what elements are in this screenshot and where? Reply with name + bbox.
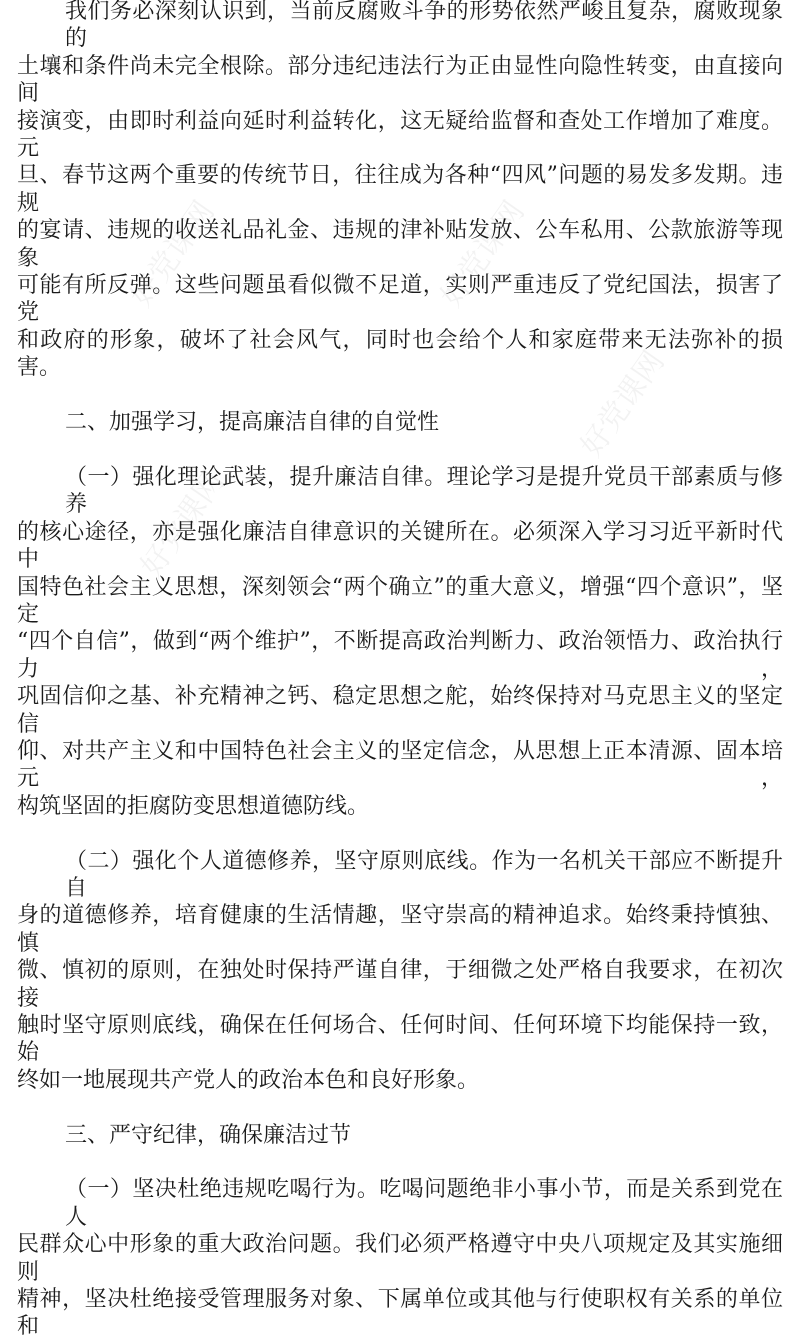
paragraph-spacer [17,436,783,463]
text-line: 我们务必深刻认识到，当前反腐败斗争的形势依然严峻且复杂，腐败现象的 [65,0,783,52]
text-line: 的宴请、违规的收送礼品礼金、违规的津补贴发放、公车私用、公款旅游等现象 [17,218,783,271]
text-line: 的核心途径，亦是强化廉洁自律意识的关键所在。必须深入学习习近平新时代中 [17,519,783,573]
text-line: 终如一地展现共产党人的政治本色和良好形象。 [17,1067,480,1093]
paragraph [17,0,783,382]
paragraph [17,848,783,1095]
text-line: 仰、对共产主义和中国特色社会主义的坚定信念，从思想上正本清源、固本培元， [17,738,783,792]
text-line: 微、慎初的原则，在独处时保持严谨自律，于细微之处严格自我要求，在初次接 [17,958,783,1011]
section-heading [17,409,783,436]
text-line: “四个自信”，做到“两个维护”，不断提高政治判断力、政治领悟力、政治执行力， [17,629,783,682]
watermark: 好党课网 [134,464,232,584]
text-line: （一）坚决杜绝违规吃喝行为。吃喝问题绝非小事小节，而是关系到党在人 [65,1177,783,1230]
text-line: （一）强化理论武装，提升廉洁自律。理论学习是提升党员干部素质与修养 [65,464,783,518]
paragraph-spacer [17,1094,783,1121]
text-line: 和政府的形象，破坏了社会风气，同时也会给个人和家庭带来无法弥补的损害。 [17,327,783,381]
text-line: 旦、春节这两个重要的传统节日，往往成为各种“四风”问题的易发多发期。违规 [17,163,783,216]
paragraph [17,1176,783,1340]
text-line: 二、加强学习，提高廉洁自律的自觉性 [65,410,440,436]
text-line: 身的道德修养，培育健康的生活情趣，坚守崇高的精神追求。始终秉持慎独、慎 [17,903,783,956]
paragraph-spacer [17,1149,783,1176]
text-line: 可能有所反弹。这些问题虽看似微不足道，实则严重违反了党纪国法，损害了党 [17,273,783,326]
text-line: 精神，坚决杜绝接受管理服务对象、下属单位或其他与行使职权有关系的单位和 [17,1287,783,1340]
text-line: 巩固信仰之基、补充精神之钙、稳定思想之舵，始终保持对马克思主义的坚定信 [17,684,783,737]
watermark: 好党课网 [434,194,532,314]
paragraph-spacer [17,382,783,409]
paragraph [17,464,783,820]
text-line: 构筑坚固的拒腐防变思想道德防线。 [17,793,370,819]
text-line: 民群众心中形象的重大政治问题。我们必须严格遵守中央八项规定及其实施细则 [17,1232,783,1285]
text-line: 国特色社会主义思想，深刻领会“两个确立”的重大意义，增强“四个意识”，坚定 [17,574,783,627]
text-line: 土壤和条件尚未完全根除。部分违纪违法行为正由显性向隐性转变，由直接向间 [17,53,783,107]
text-line: 触时坚守原则底线，确保在任何场合、任何时间、任何环境下均能保持一致，始 [17,1012,783,1066]
section-heading [17,1122,783,1149]
text-line: 接演变，由即时利益向延时利益转化，这无疑给监督和查处工作增加了难度。元 [17,108,783,162]
text-line: 三、严守纪律，确保廉洁过节 [65,1122,352,1148]
document-page [17,0,783,1341]
text-line: （二）强化个人道德修养，坚守原则底线。作为一名机关干部应不断提升自 [65,848,783,901]
paragraph-spacer [17,820,783,847]
watermark: 好党课网 [574,344,672,464]
watermark: 好党课网 [124,194,222,314]
